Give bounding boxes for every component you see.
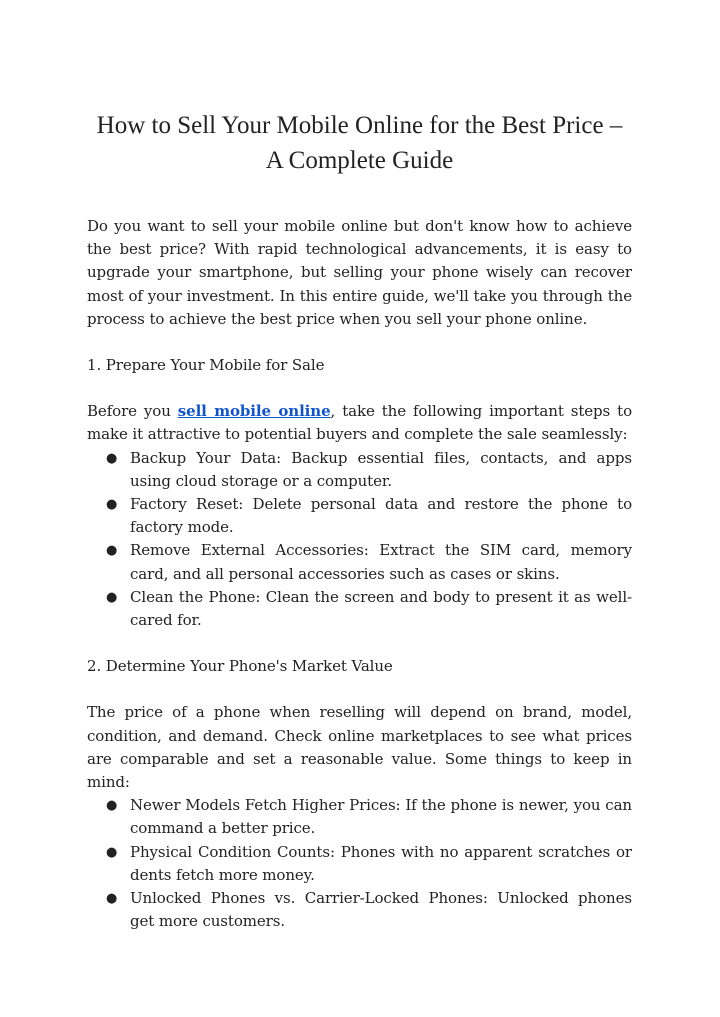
bullet-icon: ● [106,497,118,513]
bullet-icon: ● [106,891,118,907]
bullet-icon: ● [106,543,118,559]
bullet-icon: ● [106,589,118,605]
section-heading-prepare: 1. Prepare Your Mobile for Sale [87,356,325,375]
bullet-icon: ● [106,798,118,814]
list-item-text: Factory Reset: Delete personal data and restore the phone to factory mode. [130,495,632,537]
bullet-icon: ● [106,844,118,860]
list-item-text: Backup Your Data: Backup essential files, contacts, and apps using cloud storage or a computer. [130,448,632,490]
list-item-text: Unlocked Phones vs. Carrier-Locked Phones: Unlocked phones get more customers. [130,889,632,931]
bullet-icon: ● [106,450,118,466]
list-item-text: Clean the Phone: Clean the screen and body to present it as well-cared for. [130,587,632,630]
market-value-tips-list [87,794,632,933]
list-item [106,447,632,493]
document-page [87,108,632,933]
section-lead-prepare [87,400,632,446]
section-lead-market-value: The price of a phone when reselling will depend on brand, model, condition, and demand. Check online marketplaces to see what prices are comparable and set a reasonable value. Some things to keep in mind: [87,703,632,792]
lead-text-before-link: Before you [87,402,178,421]
list-item-text: Remove External Accessories: Extract the SIM card, memory card, and all personal accessories such as cases or skins. [130,541,632,583]
list-item [106,887,632,933]
list-item-text: Physical Condition Counts: Phones with no apparent scratches or dents fetch more money. [130,842,632,884]
lead-text-after-link: , take the following important steps to make it attractive to potential buyers and complete the sale seamlessly: [87,402,633,444]
list-item [106,539,632,585]
list-item [106,841,632,887]
sell-mobile-online-link[interactable]: sell mobile online [177,402,331,421]
prepare-steps-list [87,447,632,633]
intro-paragraph: Do you want to sell your mobile online but don't know how to achieve the best price? With rapid technological advancements, it is easy to upgrade your smartphone, but selling your phone wisely can recover most of your investment. In this entire guide, we'll take you through the process to achieve the best price when you sell your phone online. [87,217,632,328]
list-item [106,794,632,840]
document-title: How to Sell Your Mobile Online for the Best Price – A Complete Guide [96,112,623,174]
section-heading-market-value: 2. Determine Your Phone's Market Value [87,657,393,676]
list-item [106,493,632,539]
list-item-text: Newer Models Fetch Higher Prices: If the phone is newer, you can command a better price. [130,796,632,838]
list-item [106,586,632,632]
